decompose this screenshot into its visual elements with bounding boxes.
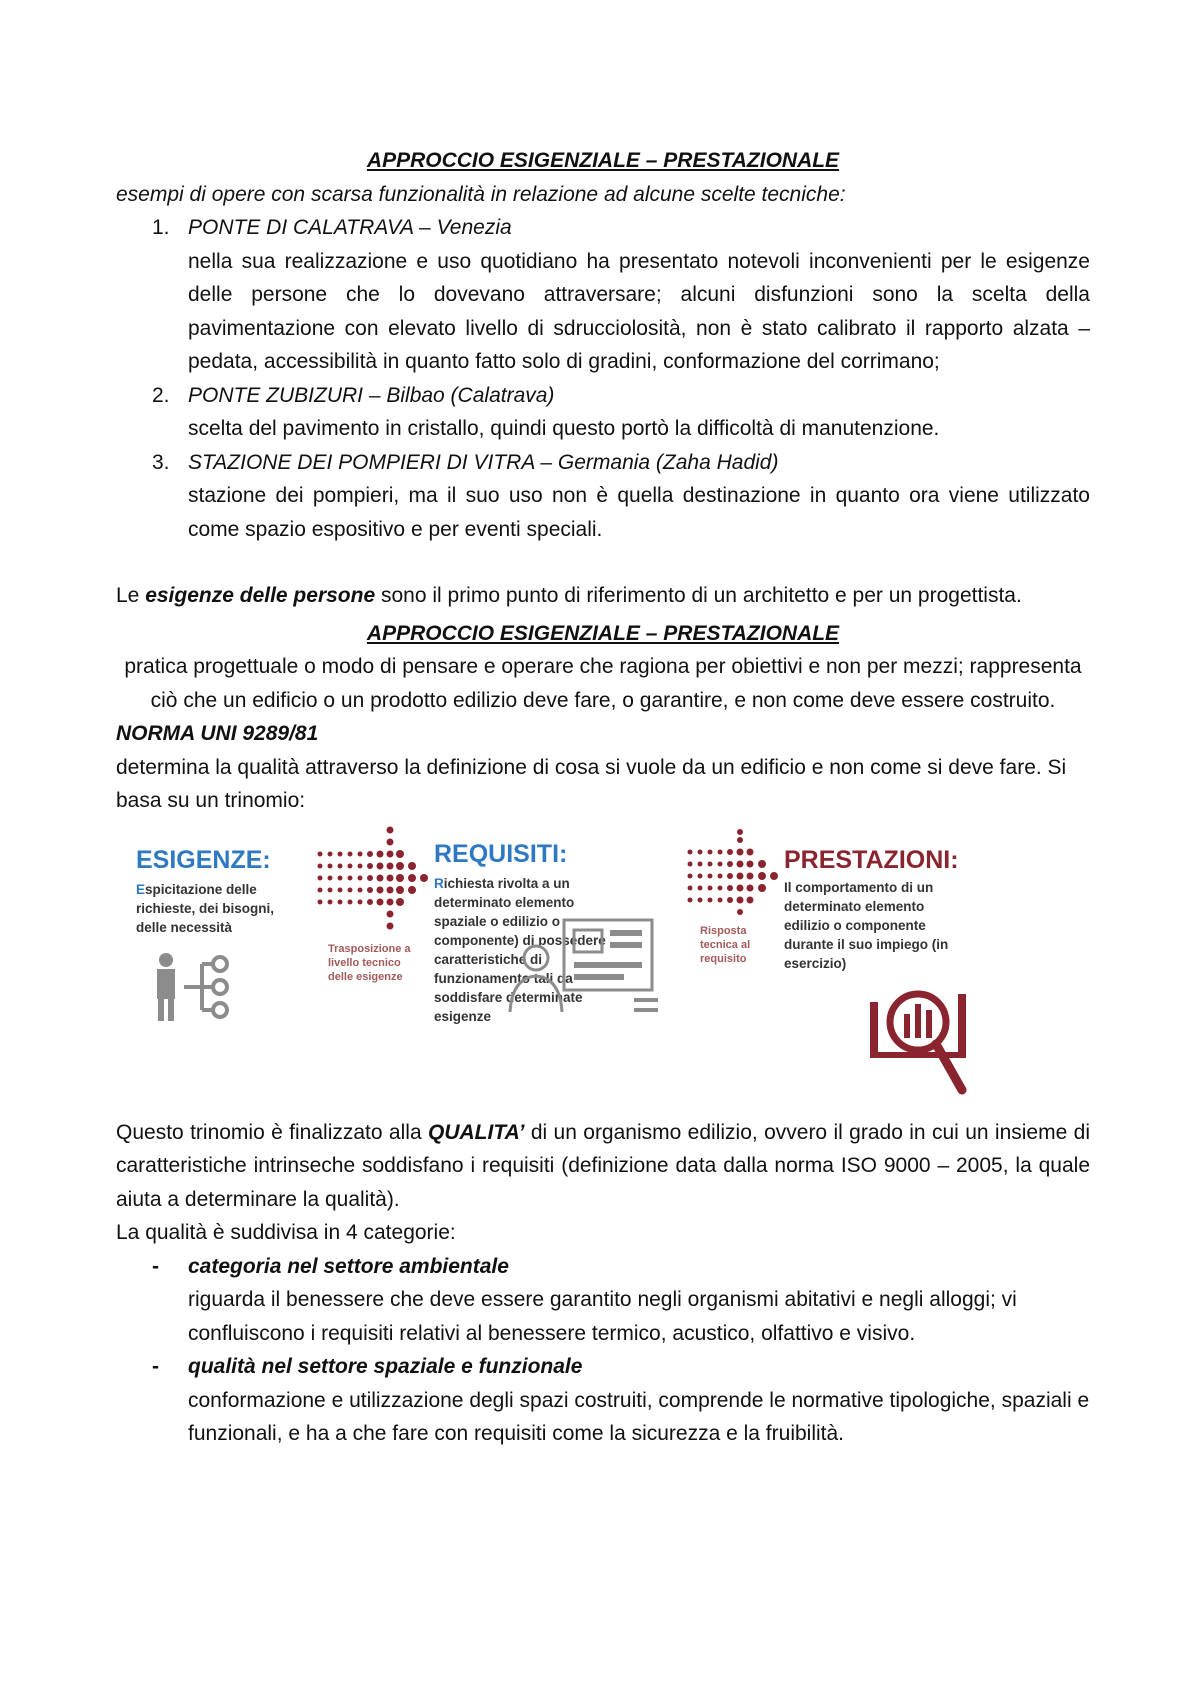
list-item: [116, 211, 1090, 379]
list-bullet: -: [152, 1254, 159, 1278]
chart-magnifier-icon: [866, 972, 976, 1096]
example-text: scelta del pavimento in cristallo, quindi questo portò la difficoltà di manutenzione.: [188, 417, 940, 440]
esigenze-body: spicitazione delle richieste, dei bisogni, delle necessità: [136, 881, 275, 935]
list-number: 2.: [152, 383, 170, 407]
conclusion-emphasis: esigenze delle persone: [145, 584, 376, 607]
requisiti-body: ichiesta rivolta a un determinato elemento spaziale o edilizio o componente) di possedere caratteristiche di funzionamento tali da soddisfare determinate esigenze: [434, 875, 606, 1024]
esigenze-title: ESIGENZE:: [136, 845, 271, 874]
example-heading: PONTE DI CALATRAVA – Venezia: [188, 216, 512, 239]
conclusion-paragraph: [116, 579, 1090, 613]
norma-text: determina la qualità attraverso la definizione di cosa si vuole da un edificio e non come si deve fare. Si basa su un trinomio:: [116, 755, 1067, 812]
section-title-1: APPROCCIO ESIGENZIALE – PRESTAZIONALE: [366, 149, 840, 172]
category-text: riguarda il benessere che deve essere garantito negli organismi abitativi e negli alloggi; vi confluiscono i requisiti relativi al benessere termico, acustico, olfattivo e visivo.: [188, 1288, 1017, 1345]
trinomio-post: di un organismo edilizio, ovvero il grado in cui un insieme di caratteristiche intrinseche soddisfano i requisiti (definizione data dalla norma ISO 9000 – 2005, la quale aiuta a determinare la qualità).: [116, 1120, 1090, 1211]
example-heading: STAZIONE DEI POMPIERI DI VITRA – Germania (Zaha Hadid): [188, 450, 779, 474]
examples-intro: esempi di opere con scarsa funzionalità in relazione ad alcune scelte tecniche:: [116, 182, 846, 206]
trinomio-emphasis: QUALITA’: [428, 1120, 525, 1144]
trinomio-pre: Questo trinomio è finalizzato alla: [116, 1120, 428, 1144]
prestazioni-text: Il comportamento di un determinato elemento edilizio o componente durante il suo impiego (in esercizio): [784, 879, 949, 971]
conclusion-post: sono il primo punto di riferimento di un architetto e per un progettista.: [375, 584, 1022, 607]
prestazioni-title: PRESTAZIONI:: [784, 845, 959, 874]
category-title: categoria nel settore ambientale: [188, 1254, 509, 1278]
document-page: [116, 144, 1090, 1451]
list-item: [116, 1250, 1090, 1351]
section-title-2: APPROCCIO ESIGENZIALE – PRESTAZIONALE: [366, 621, 840, 645]
categories-list: [116, 1250, 1090, 1451]
examples-list: [116, 211, 1090, 546]
conclusion-pre: Le: [116, 584, 146, 607]
document-worker-icon: [484, 916, 664, 1016]
requisiti-first-letter: R: [434, 875, 444, 891]
category-title: qualità nel settore spaziale e funzionale: [188, 1355, 583, 1378]
requisiti-title: REQUISITI:: [434, 839, 568, 868]
dotted-arrow-icon: [312, 824, 442, 934]
list-number: 3.: [152, 450, 170, 474]
list-item: [116, 379, 1090, 446]
norma-title: NORMA UNI 9289/81: [116, 722, 319, 745]
esigenze-first-letter: E: [136, 881, 146, 897]
list-item: [116, 446, 1090, 547]
approach-definition: pratica progettuale o modo di pensare e operare che ragiona per obiettivi e non per mezzi; rappresenta ciò che un edificio o un prodotto edilizio deve fare, o garantire, e non come deve essere costruito.: [124, 655, 1082, 712]
list-number: 1.: [152, 216, 170, 239]
categories-intro: La qualità è suddivisa in 4 categorie:: [116, 1221, 456, 1244]
example-heading: PONTE ZUBIZURI – Bilbao (Calatrava): [188, 383, 555, 407]
risposta-label: Risposta tecnica al requisito: [700, 924, 751, 965]
example-text: stazione dei pompieri, ma il suo uso non è quella destinazione in quanto ora viene utilizzato come spazio espositivo e per eventi speciali.: [188, 484, 1090, 541]
trinomio-infographic: [116, 824, 1090, 1106]
list-item: [116, 1350, 1090, 1451]
trinomio-paragraph: [116, 1116, 1090, 1217]
trasposizione-label: Trasposizione a livello tecnico delle esigenze: [328, 942, 411, 983]
list-bullet: -: [152, 1355, 159, 1378]
dotted-arrow-icon: [684, 828, 794, 924]
esigenze-text: [136, 880, 306, 937]
category-text: conformazione e utilizzazione degli spazi costruiti, comprende le normative tipologiche, spaziali e funzionali, e ha a che fare con requisiti come la sicurezza e la fruibilità.: [188, 1388, 1090, 1445]
example-text: nella sua realizzazione e uso quotidiano ha presentato notevoli inconvenienti per le esigenze delle persone che lo dovevano attraversare; alcuni disfunzioni sono la scelta della pavimentazione con elevato livello di sdrucciolosità, non è stato calibrato il rapporto alzata – pedata, accessibilità in quanto fatto solo di gradini, conformazione del corrimano;: [188, 249, 1090, 373]
person-network-icon: [154, 952, 244, 1022]
